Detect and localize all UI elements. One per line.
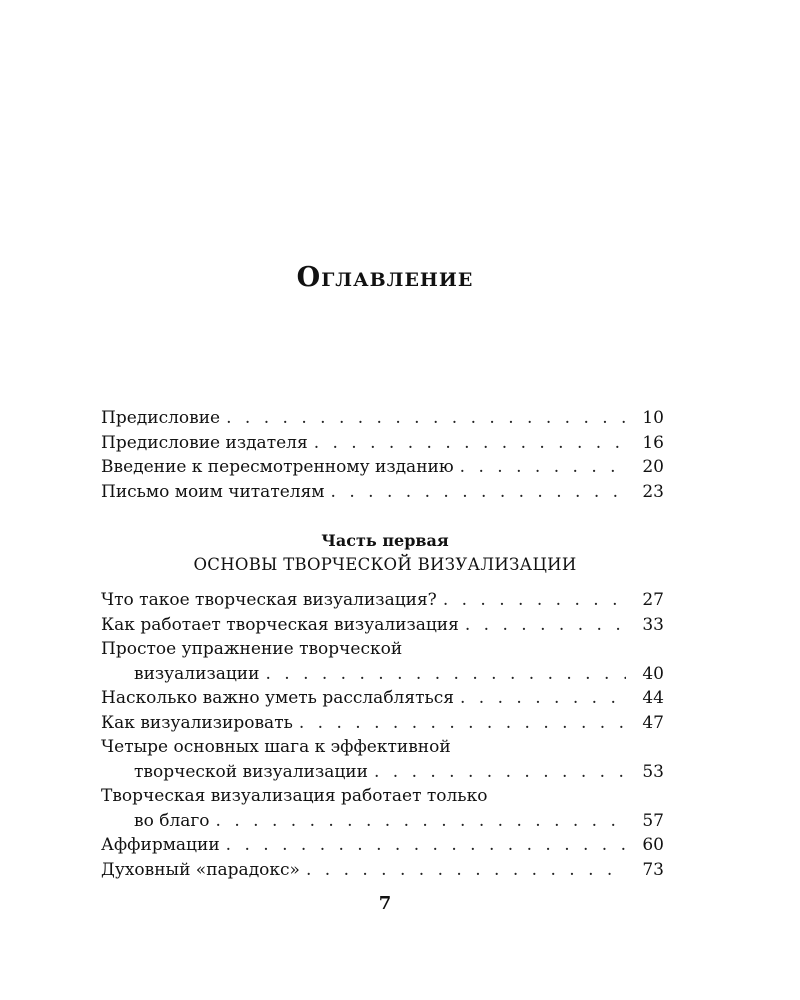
dot-leader	[374, 760, 626, 785]
dot-leader	[460, 686, 626, 711]
toc-part-one	[101, 588, 664, 882]
toc-entry	[101, 858, 664, 883]
toc-entry	[101, 833, 664, 858]
part-label: Часть первая	[321, 531, 449, 550]
toc-entry-text: Письмо моим читателям	[101, 481, 325, 502]
toc-entry-text: Предисловие издателя	[101, 432, 308, 453]
toc-entry	[101, 480, 664, 505]
toc-entry-text: Что такое творческая визуализация?	[101, 590, 437, 610]
toc-entry-text: визуализации	[134, 663, 260, 684]
page-number: 7	[378, 893, 392, 914]
toc-entry-text: Насколько важно уметь расслабляться	[101, 688, 454, 708]
toc-entry	[101, 613, 664, 638]
toc-entry	[101, 662, 664, 687]
dot-leader	[226, 833, 626, 858]
toc-entry-page: 60	[642, 835, 664, 855]
toc-entry-page: 33	[642, 614, 664, 635]
toc-entry-page: 16	[642, 432, 664, 453]
toc-entry-text: Как работает творческая визуализация	[101, 614, 459, 635]
dot-leader	[465, 613, 626, 638]
dot-leader	[460, 455, 626, 480]
dot-leader	[216, 809, 626, 834]
toc-entry-page: 20	[642, 457, 664, 477]
part-title: ОСНОВЫ ТВОРЧЕСКОЙ ВИЗУАЛИЗАЦИИ	[193, 555, 577, 574]
toc-entry-page: 73	[642, 859, 664, 880]
dot-leader	[299, 711, 626, 736]
page-title: Оглавление	[296, 262, 474, 293]
dot-leader	[265, 662, 626, 687]
toc-entry-text: Как визуализировать	[101, 712, 293, 733]
toc-entry-text-line1: Простое упражнение творческой	[101, 639, 403, 659]
toc-entry-text: Аффирмации	[101, 835, 220, 855]
part-heading	[0, 530, 770, 578]
toc-entry	[101, 406, 664, 431]
dot-leader	[226, 406, 626, 431]
toc-entry	[101, 686, 664, 711]
toc-entry-page: 57	[642, 810, 664, 831]
toc-entry-text: Введение к пересмотренному изданию	[101, 457, 454, 477]
toc-entry	[101, 711, 664, 736]
toc-entry-page: 53	[642, 761, 664, 782]
toc-entry-page: 23	[642, 481, 664, 502]
toc-entry-text: во благо	[134, 810, 210, 831]
toc-front-matter	[101, 406, 664, 504]
toc-entry-text: Предисловие	[101, 408, 221, 428]
toc-entry	[101, 431, 664, 456]
toc-entry	[101, 809, 664, 834]
toc-entry-page: 10	[642, 408, 664, 428]
dot-leader	[443, 588, 626, 613]
dot-leader	[331, 480, 626, 505]
toc-entry	[101, 588, 664, 613]
toc-entry-text: творческой визуализации	[134, 761, 368, 782]
toc-entry-page: 40	[642, 663, 664, 684]
toc-entry-page: 47	[642, 712, 664, 733]
toc-entry	[101, 455, 664, 480]
dot-leader	[314, 431, 626, 456]
toc-entry-text-line1: Четыре основных шага к эффективной	[101, 737, 451, 757]
toc-entry-text-line1: Творческая визуализация работает только	[101, 786, 488, 806]
dot-leader	[306, 858, 626, 883]
toc-entry-text: Духовный «парадокс»	[101, 859, 300, 880]
toc-entry-page: 44	[642, 688, 664, 708]
toc-entry	[101, 760, 664, 785]
toc-entry-page: 27	[642, 590, 664, 610]
